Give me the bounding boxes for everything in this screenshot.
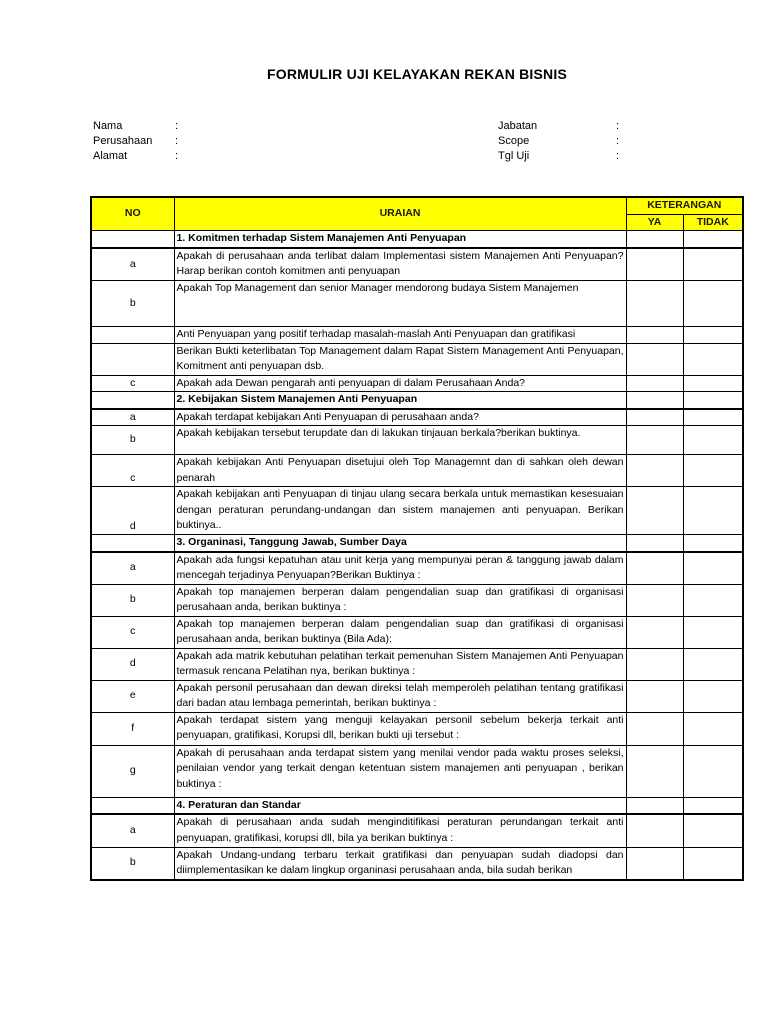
row-question: Apakah terdapat sistem yang menguji kelayakan personil sebelum bekerja terkait anti penyuapan, gratifikasi, Korupsi dll, berikan bukti uji tersebut : xyxy=(174,712,626,745)
info-label: Jabatan xyxy=(498,120,538,132)
row-no: c xyxy=(91,375,174,392)
table-row xyxy=(91,552,743,585)
row-question: Apakah Undang-undang terbaru terkait gratifikasi dan penyuapan sudah diadopsi dan diimplementasikan ke dalam lingkup organinasi perusahaan anda, bila sudah berikan xyxy=(174,847,626,880)
ya-cell[interactable] xyxy=(626,745,683,797)
info-label: Alamat xyxy=(93,150,128,162)
table-row xyxy=(91,847,743,880)
table-row xyxy=(91,814,743,847)
info-colon: : xyxy=(175,150,179,162)
info-row-jabatan xyxy=(498,119,626,134)
row-question: Anti Penyuapan yang positif terhadap masalah-maslah Anti Penyuapan dan gratifikasi xyxy=(174,327,626,344)
row-no: d xyxy=(91,487,174,535)
tidak-cell[interactable] xyxy=(683,616,743,648)
table-row xyxy=(91,375,743,392)
row-no: b xyxy=(91,584,174,616)
ya-cell[interactable] xyxy=(626,797,683,814)
tidak-cell[interactable] xyxy=(683,231,743,248)
ya-cell[interactable] xyxy=(626,231,683,248)
ya-cell[interactable] xyxy=(626,616,683,648)
info-label: Perusahaan xyxy=(93,135,153,147)
row-question: Apakah ada Dewan pengarah anti penyuapan di dalam Perusahaan Anda? xyxy=(174,375,626,392)
table-row xyxy=(91,648,743,680)
info-left xyxy=(93,119,185,164)
row-no: e xyxy=(91,680,174,712)
info-colon: : xyxy=(175,120,179,132)
tidak-cell[interactable] xyxy=(683,745,743,797)
row-no: g xyxy=(91,745,174,797)
table-row xyxy=(91,248,743,281)
info-label: Scope xyxy=(498,135,530,147)
tidak-cell[interactable] xyxy=(683,375,743,392)
row-question: Apakah Top Management dan senior Manager mendorong budaya Sistem Manajemen xyxy=(174,281,626,327)
tidak-cell[interactable] xyxy=(683,487,743,535)
info-colon: : xyxy=(175,135,179,147)
header-tidak: TIDAK xyxy=(683,214,743,231)
tidak-cell[interactable] xyxy=(683,648,743,680)
table-row xyxy=(91,409,743,426)
info-row-nama xyxy=(93,119,185,134)
row-no: a xyxy=(91,814,174,847)
table-row xyxy=(91,343,743,375)
tidak-cell[interactable] xyxy=(683,814,743,847)
assessment-table xyxy=(90,196,744,881)
ya-cell[interactable] xyxy=(626,535,683,552)
tidak-cell[interactable] xyxy=(683,327,743,344)
info-row-tgl-uji xyxy=(498,149,626,164)
row-no: f xyxy=(91,712,174,745)
ya-cell[interactable] xyxy=(626,375,683,392)
section-row xyxy=(91,392,743,409)
row-no: c xyxy=(91,616,174,648)
section-title: 3. Organinasi, Tanggung Jawab, Sumber Daya xyxy=(174,535,626,552)
ya-cell[interactable] xyxy=(626,327,683,344)
ya-cell[interactable] xyxy=(626,343,683,375)
section-row xyxy=(91,231,743,248)
tidak-cell[interactable] xyxy=(683,552,743,585)
ya-cell[interactable] xyxy=(626,455,683,487)
table-row xyxy=(91,455,743,487)
ya-cell[interactable] xyxy=(626,648,683,680)
ya-cell[interactable] xyxy=(626,552,683,585)
row-question: Apakah kebijakan Anti Penyuapan disetujui oleh Top Managemnt dan di sahkan oleh dewan penarah xyxy=(174,455,626,487)
row-no: b xyxy=(91,426,174,455)
section-title: 1. Komitmen terhadap Sistem Manajemen Anti Penyuapan xyxy=(174,231,626,248)
ya-cell[interactable] xyxy=(626,392,683,409)
row-question: Apakah di perusahaan anda terlibat dalam Implementasi sistem Manajemen Anti Penyuapan? Harap berikan contoh komitmen anti penyuapan xyxy=(174,248,626,281)
info-row-perusahaan xyxy=(93,134,185,149)
section-row xyxy=(91,797,743,814)
tidak-cell[interactable] xyxy=(683,584,743,616)
table-row xyxy=(91,745,743,797)
tidak-cell[interactable] xyxy=(683,797,743,814)
tidak-cell[interactable] xyxy=(683,426,743,455)
row-question: Apakah top manajemen berperan dalam pengendalian suap dan gratifikasi di organisasi perusahaan anda, berikan buktinya (Bila Ada): xyxy=(174,616,626,648)
info-row-alamat xyxy=(93,149,185,164)
row-no: a xyxy=(91,552,174,585)
section-row xyxy=(91,535,743,552)
table-row xyxy=(91,584,743,616)
info-label: Nama xyxy=(93,120,123,132)
ya-cell[interactable] xyxy=(626,409,683,426)
row-question: Apakah di perusahaan anda terdapat sistem yang menilai vendor pada waktu proses seleksi, penilaian vendor yang terkait dengan ketentuan sistem manajemen anti penyuapan , berikan buktinya : xyxy=(174,745,626,797)
row-question: Apakah terdapat kebijakan Anti Penyuapan di perusahaan anda? xyxy=(174,409,626,426)
info-row-scope xyxy=(498,134,626,149)
info-colon: : xyxy=(616,150,620,162)
row-question: Apakah top manajemen berperan dalam pengendalian suap dan gratifikasi di organisasi perusahaan anda, berikan buktinya : xyxy=(174,584,626,616)
ya-cell[interactable] xyxy=(626,680,683,712)
table-row xyxy=(91,616,743,648)
ya-cell[interactable] xyxy=(626,584,683,616)
row-question: Apakah kebijakan tersebut terupdate dan di lakukan tinjauan berkala?berikan buktinya. xyxy=(174,426,626,455)
tidak-cell[interactable] xyxy=(683,712,743,745)
info-right xyxy=(498,119,626,164)
row-no: d xyxy=(91,648,174,680)
row-no: b xyxy=(91,281,174,327)
table-row xyxy=(91,281,743,327)
tidak-cell[interactable] xyxy=(683,392,743,409)
ya-cell[interactable] xyxy=(626,281,683,327)
ya-cell[interactable] xyxy=(626,248,683,281)
info-colon: : xyxy=(616,135,620,147)
row-no: c xyxy=(91,455,174,487)
table-row xyxy=(91,487,743,535)
table-header-row xyxy=(91,197,743,214)
row-question: Berikan Bukti keterlibatan Top Management dalam Rapat Sistem Management Anti Penyuapan, Komitment anti penyuapan dsb. xyxy=(174,343,626,375)
tidak-cell[interactable] xyxy=(683,455,743,487)
row-question: Apakah kebijakan anti Penyuapan di tinjau ulang secara berkala untuk memastikan kesesuaian dengan peraturan perundang-undangan dan sistem manajemen anti penyuapan. Berikan buktinya.. xyxy=(174,487,626,535)
header-uraian: URAIAN xyxy=(174,197,626,231)
tidak-cell[interactable] xyxy=(683,248,743,281)
row-question: Apakah ada matrik kebutuhan pelatihan terkait pemenuhan Sistem Manajemen Anti Penyuapan termasuk rencana Pelatihan nya, berikan buktinya : xyxy=(174,648,626,680)
info-colon: : xyxy=(616,120,620,132)
row-no xyxy=(91,327,174,344)
table-row xyxy=(91,680,743,712)
ya-cell[interactable] xyxy=(626,487,683,535)
row-no: a xyxy=(91,409,174,426)
header-ya: YA xyxy=(626,214,683,231)
tidak-cell[interactable] xyxy=(683,847,743,880)
form-title: FORMULIR UJI KELAYAKAN REKAN BISNIS xyxy=(267,66,567,82)
ya-cell[interactable] xyxy=(626,814,683,847)
tidak-cell[interactable] xyxy=(683,281,743,327)
header-keterangan: KETERANGAN xyxy=(626,197,743,214)
tidak-cell[interactable] xyxy=(683,680,743,712)
section-title: 4. Peraturan dan Standar xyxy=(174,797,626,814)
table-row xyxy=(91,327,743,344)
row-question: Apakah di perusahaan anda sudah menginditifikasi peraturan perundangan terkait anti penyuapan, gratifikasi, korupsi dll, bila ya berikan buktinya : xyxy=(174,814,626,847)
header-no: NO xyxy=(91,197,174,231)
section-title: 2. Kebijakan Sistem Manajemen Anti Penyuapan xyxy=(174,392,626,409)
ya-cell[interactable] xyxy=(626,847,683,880)
tidak-cell[interactable] xyxy=(683,409,743,426)
tidak-cell[interactable] xyxy=(683,343,743,375)
table-row xyxy=(91,712,743,745)
row-no: a xyxy=(91,248,174,281)
row-question: Apakah ada fungsi kepatuhan atau unit kerja yang mempunyai peran & tanggung jawab dalam mencegah terjadinya Penyuapan?Berikan Buktinya : xyxy=(174,552,626,585)
row-no: b xyxy=(91,847,174,880)
info-label: Tgl Uji xyxy=(498,150,530,162)
tidak-cell[interactable] xyxy=(683,535,743,552)
row-question: Apakah personil perusahaan dan dewan direksi telah memperoleh pelatihan tentang gratifikasi dari badan atau lembaga pemerintah, berikan buktinya : xyxy=(174,680,626,712)
row-no xyxy=(91,343,174,375)
ya-cell[interactable] xyxy=(626,712,683,745)
ya-cell[interactable] xyxy=(626,426,683,455)
table-row xyxy=(91,426,743,455)
